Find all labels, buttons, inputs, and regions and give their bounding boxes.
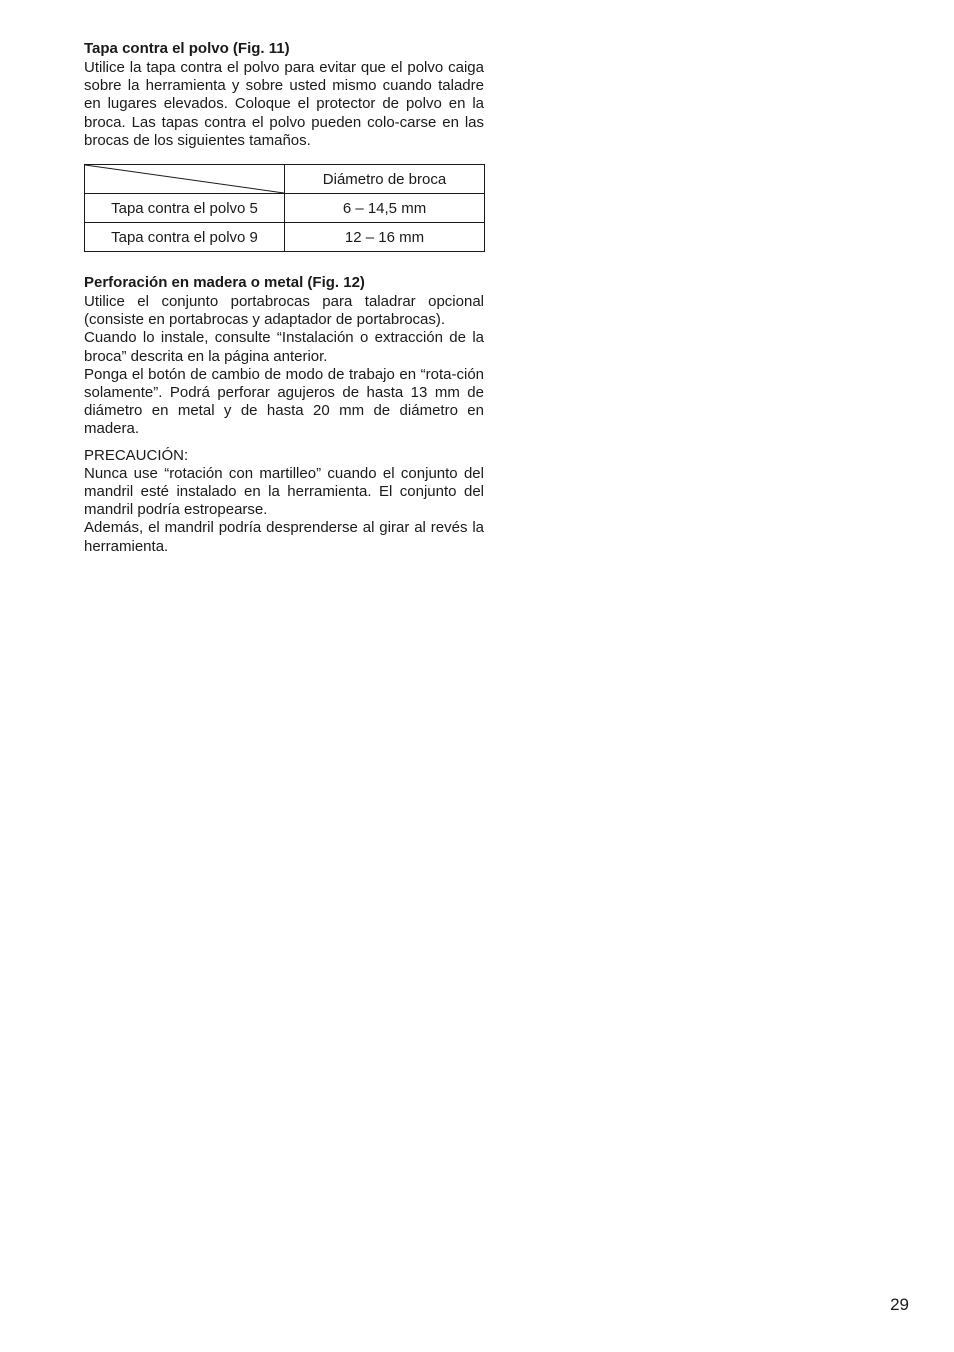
dust-cap-heading: Tapa contra el polvo (Fig. 11) bbox=[84, 40, 290, 57]
row-label: Tapa contra el polvo 9 bbox=[85, 223, 285, 252]
row-value: 12 – 16 mm bbox=[285, 223, 485, 252]
column-header-drill-diameter: Diámetro de broca bbox=[285, 165, 485, 194]
page-number: 29 bbox=[890, 1295, 909, 1314]
table-corner-cell bbox=[85, 165, 285, 194]
table-header-row bbox=[85, 165, 485, 194]
dust-cap-paragraph: Utilice la tapa contra el polvo para evitar que el polvo caiga sobre la herramienta y sobre usted mismo cuando taladre en lugares elevados. Coloque el protector de polvo en la broca. Las tapas contra el polvo pueden colo-carse en las brocas de los siguientes tamaños. bbox=[84, 59, 484, 149]
diagonal-line bbox=[85, 165, 284, 193]
row-label: Tapa contra el polvo 5 bbox=[85, 194, 285, 223]
table-row bbox=[85, 194, 485, 223]
text-column bbox=[84, 40, 484, 556]
caution-paragraph-2: Además, el mandril podría desprenderse al girar al revés la herramienta. bbox=[84, 519, 484, 555]
drilling-paragraph-1: Utilice el conjunto portabrocas para taladrar opcional (consiste en portabrocas y adaptador de portabrocas). bbox=[84, 293, 484, 329]
table-row bbox=[85, 223, 485, 252]
row-value: 6 – 14,5 mm bbox=[285, 194, 485, 223]
drilling-section bbox=[84, 274, 484, 556]
drilling-paragraph-2: Cuando lo instale, consulte “Instalación o extracción de la broca” descrita en la página anterior. bbox=[84, 329, 484, 365]
caution-label: PRECAUCIÓN: bbox=[84, 446, 189, 464]
caution-paragraph-1: Nunca use “rotación con martilleo” cuando el conjunto del mandril esté instalado en la herramienta. El conjunto del mandril podría estropearse. bbox=[84, 464, 484, 519]
drilling-heading: Perforación en madera o metal (Fig. 12) bbox=[84, 274, 365, 292]
drilling-paragraph-3: Ponga el botón de cambio de modo de trabajo en “rota-ción solamente”. Podrá perforar agujeros de hasta 13 mm de diámetro en metal y de hasta 20 mm de diámetro en madera. bbox=[84, 365, 484, 438]
dust-cap-size-table bbox=[84, 164, 485, 252]
